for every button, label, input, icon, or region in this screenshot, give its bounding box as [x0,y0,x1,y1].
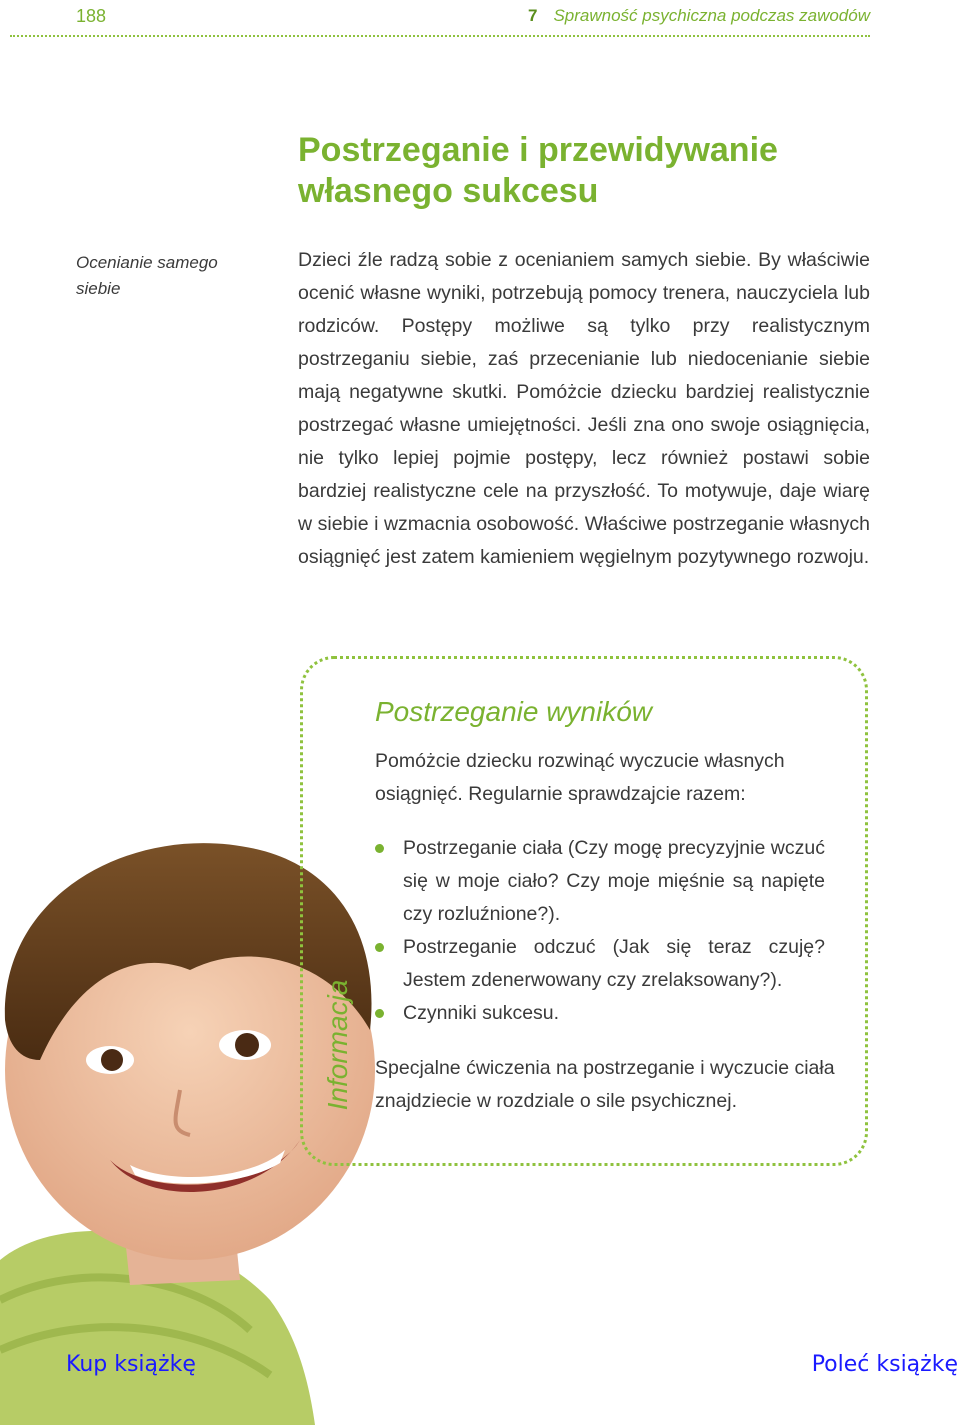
body-paragraph: Dzieci źle radzą sobie z ocenianiem samych siebie. By właściwie ocenić własne wyniki, potrzebują pomocy trenera, nauczyciela lub rodziców. Postępy możliwe są tylko przy realistycznym postrzeganiu siebie, zaś przecenianie lub niedocenianie siebie mają negatywne skutki. Pomóżcie dziecku bardziej realistycznie postrzegać własne umiejętności. Jeśli zna ono swoje osiągnięcia, nie tylko lepiej pojmie postępy, lecz również postawi sobie bardziej realistyczne cele na przyszłość. To motywuje, daje wiarę w siebie i wzmacnia osobowość. Właściwe postrzeganie własnych osiągnięć jest zatem kamieniem węgielnym pozytywnego rozwoju. [298,249,870,568]
bullet-icon [375,943,384,952]
recommend-book-link[interactable]: Poleć książkę [811,1352,958,1377]
bullet-icon [375,1009,384,1018]
section-title: Postrzeganie i przewidywanie własnego sukcesu [298,131,778,210]
chapter-title: Sprawność psychiczna podczas zawodów [553,6,870,25]
info-box-intro: Pomóżcie dziecku rozwinąć wyczucie własnych osiągnięć. Regularnie sprawdzajcie razem: [375,750,785,805]
list-item [375,832,825,931]
info-tag-label: Informacja [322,979,353,1111]
chapter-heading [528,6,870,26]
info-box-list [375,832,825,1030]
margin-note: Ocenianie samego siebie [76,253,218,298]
list-item [375,931,825,997]
list-item-text: Postrzeganie odczuć (Jak się teraz czuję? Jestem zdenerwowany czy zrelaksowany?). [403,936,825,991]
chapter-number: 7 [527,6,538,25]
info-box-title: Postrzeganie wyników [375,696,653,727]
list-item-text: Czynniki sukcesu. [403,1002,560,1024]
info-box-outro: Specjalne ćwiczenia na postrzeganie i wyczucie ciała znajdziecie w rozdziale o sile psychicznej. [375,1057,835,1112]
list-item [375,997,825,1030]
header-divider [10,35,870,37]
bullet-icon [375,844,384,853]
list-item-text: Postrzeganie ciała (Czy mogę precyzyjnie wczuć się w moje ciało? Czy moje mięśnie są napięte czy rozluźnione?). [403,837,825,925]
page-number: 188 [76,6,107,26]
info-box-tag [318,970,362,1120]
page-header [0,0,960,40]
buy-book-link[interactable]: Kup książkę [66,1352,196,1377]
